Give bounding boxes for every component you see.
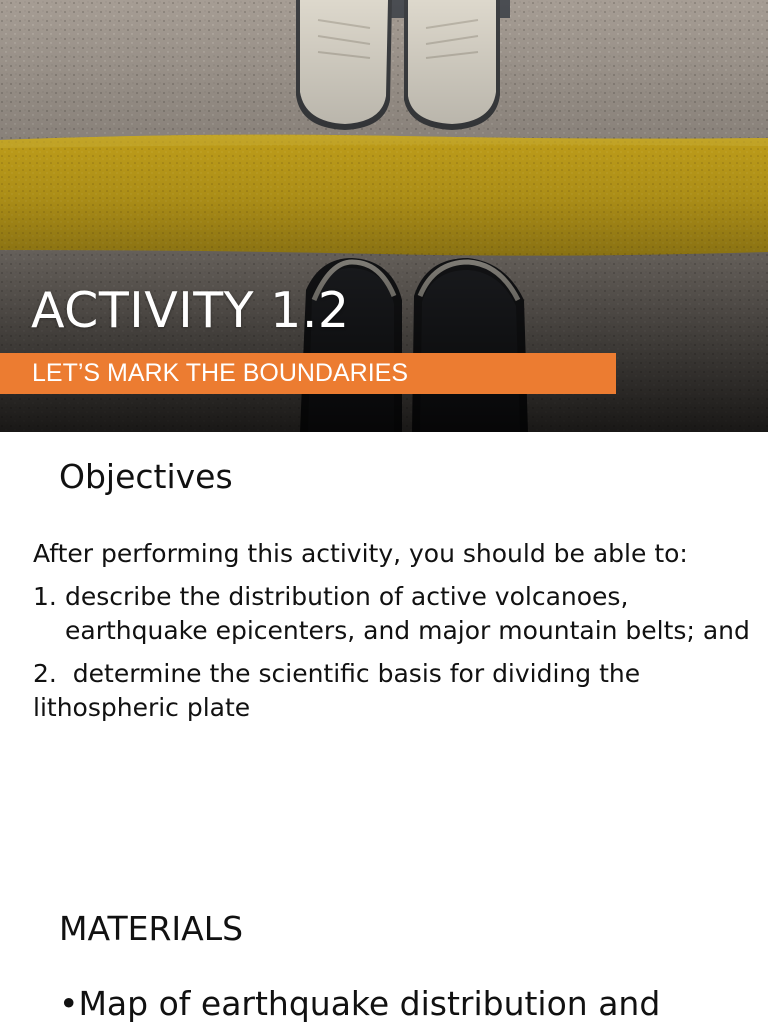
objectives-intro: After performing this activity, you should be able to: <box>33 539 688 568</box>
activity-title: ACTIVITY 1.2 <box>31 282 350 339</box>
activity-subtitle: LET’S MARK THE BOUNDARIES <box>32 359 409 387</box>
objective-text: describe the distribution of active volcanoes, earthquake epicenters, and major mountain belts; and <box>65 582 750 645</box>
objective-text: determine the scientific basis for dividing the lithospheric plate <box>33 659 641 722</box>
objective-item <box>33 580 753 648</box>
objectives-heading: Objectives <box>59 457 233 496</box>
objectives-list <box>33 580 753 734</box>
objective-number: 2. <box>33 659 57 688</box>
hero-banner <box>0 0 768 432</box>
objective-number: 1. <box>33 582 57 611</box>
materials-heading: MATERIALS <box>59 909 244 948</box>
materials-list <box>59 982 759 1024</box>
material-item: •Map of earthquake distribution and <box>59 984 661 1023</box>
objective-item <box>33 657 753 725</box>
